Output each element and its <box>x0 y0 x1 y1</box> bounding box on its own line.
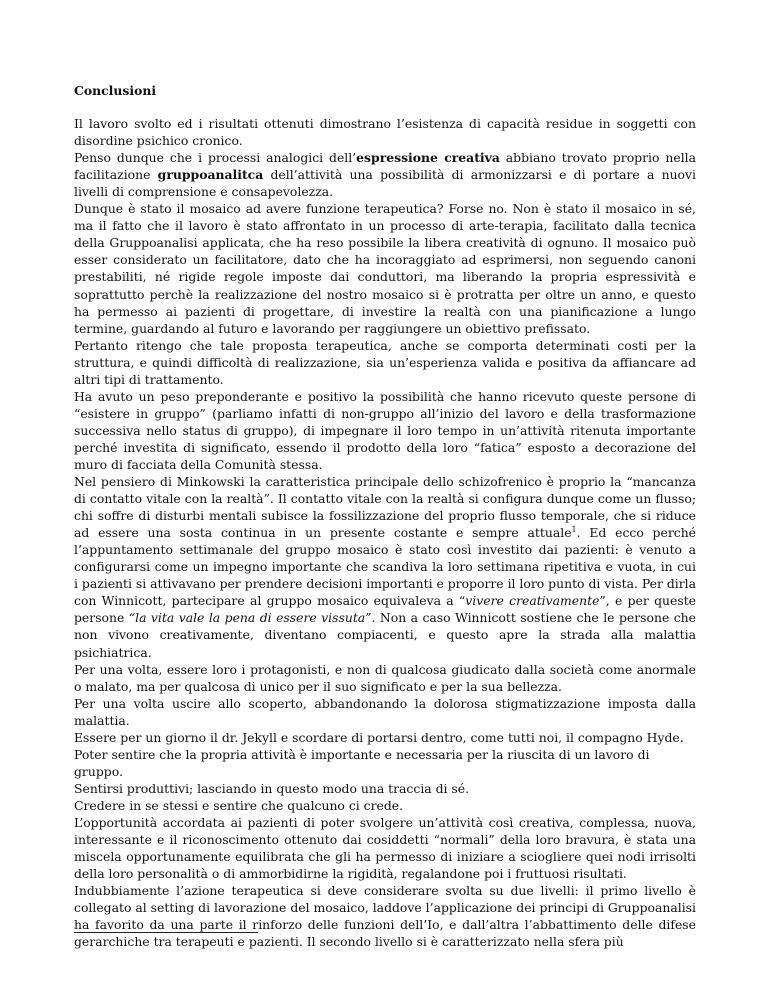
footnote-marker: 1 <box>571 525 577 535</box>
bold-term-gruppoanalitca: gruppoanalitca <box>157 167 264 183</box>
paragraph-2: Penso dunque che i processi analogici dell’espressione creativa abbiano trovato proprio nella facilitazione gruppoanalitca dell’attività una possibilità di armonizzarsi e di portare a nuovi livelli di comprensione e consapevolezza. <box>74 150 697 200</box>
italic-quote-vita: “la vita vale la pena di essere vissuta” <box>128 610 372 626</box>
paragraph-3: Dunque è stato il mosaico ad avere funzione terapeutica? Forse no. Non è stato il mosaico in sé, ma il fatto che il lavoro è stato affrontato in un processo di arte-terapia, facilitato dalla tecnica della Gruppoanalisi applicata, che ha reso possibile la libera creatività di ognuno. Il mosaico può esser considerato un facilitatore, dato che ha incoraggiato ad esprimersi, non seguendo canoni prestabiliti, né rigide regole imposte dai conduttori, ma liberando la propria espressività e soprattutto perchè la realizzazione del nostro mosaico si è protratta per oltre un anno, e questo ha permesso ai pazienti di progettare, di investire la realtà con una pianificazione a lungo termine, guardando al futuro e lavorando per raggiungere un obiettivo prefissato. <box>74 201 696 336</box>
bold-term-espressione-creativa: espressione creativa <box>356 150 500 166</box>
paragraph-5: Ha avuto un peso preponderante e positivo la possibilità che hanno ricevuto queste persone di “esistere in gruppo” (parliamo infatti di non-gruppo all’inizio del lavoro e della trasformazione successiva nello status di gruppo), di impegnare il loro tempo in un’attività ritenuta importante perché investita di significato, essendo il prodotto della loro “fatica” esposto a decorazione del muro di facciata della Comunità stessa. <box>74 388 696 472</box>
italic-quote-vivere: vivere creativamente <box>465 593 600 609</box>
paragraph-13: L’opportunità accordata ai pazienti di poter svolgere un’attività così creativa, complessa, nuova, interessante e il riconoscimento ottenuto dai cosiddetti “normali” della loro bravura, è stata una miscela opportunamente equilibrata che gli ha permesso di iniziare a sciogliere quei nodi irrisolti della loro personalità o di ammorbidirne la rigidità, regalandone poi i fruttuosi risultati. <box>74 814 696 882</box>
footnote-separator <box>74 932 258 933</box>
paragraph-6: Nel pensiero di Minkowski la caratteristica principale dello schizofrenico è proprio la “mancanza di contatto vitale con la realtà”. Il contatto vitale con la realtà si configura dunque come un flusso; chi soffre di disturbi mentali subisce la fossilizzazione del proprio flusso temporale, che si riduce ad essere una sosta continua in un presente costante e sempre attuale$^1$. Ed ecco perché l’appuntamento settimanale del gruppo mosaico è stato così investito dai pazienti: è venuto a configurarsi come un impegno importante che scandiva la loro settimana ripetitiva e vuota, in cui i pazienti si attivavano per prendere decisioni importanti e proporre il loro punto di vista. Per dirla con Winnicott, partecipare al gruppo mosaico equivaleva a “vivere creativamente”, e per queste persone “la vita vale la pena di essere vissuta”. Non a caso Winnicott sostiene che le persone che non vivono creativamente, diventano compiacenti, e questo apre la strada alla malattia psichiatrica. <box>74 474 697 660</box>
section-heading: Conclusioni <box>74 83 157 98</box>
paragraph-7: Per una volta, essere loro i protagonisti, e non di qualcosa giudicato dalla società come anormale o malato, ma per qualcosa di unico per il suo significato e per la sua bellezza. <box>74 661 696 694</box>
paragraph-8: Per una volta uscire allo scoperto, abbandonando la dolorosa stigmatizzazione imposta dalla malattia. <box>74 695 696 728</box>
document-page <box>74 82 696 950</box>
paragraph-14: Indubbiamente l’azione terapeutica si deve considerare svolta su due livelli: il primo livello è collegato al setting di lavorazione del mosaico, laddove l’applicazione dei principi di Gruppoanalisi ha favorito da una parte il rinforzo delle funzioni dell’Io, e dall’altra l’abbattimento delle difese gerarchiche tra terapeuti e pazienti. Il secondo livello si è caratterizzato nella sfera più <box>74 883 696 950</box>
paragraph-1: Il lavoro svolto ed i risultati ottenuti dimostrano l’esistenza di capacità residue in soggetti con disordine psichico cronico. <box>74 116 696 149</box>
paragraph-9: Essere per un giorno il dr. Jekyll e scordare di portarsi dentro, come tutti noi, il compagno Hyde. <box>74 729 684 745</box>
paragraph-11: Sentirsi produttivi; lasciando in questo modo una traccia di sé. <box>74 780 470 796</box>
paragraph-12: Credere in se stessi e sentire che qualcuno ci crede. <box>74 797 404 813</box>
paragraph-4: Pertanto ritengo che tale proposta terapeutica, anche se comporta determinati costi per la struttura, e quindi difficoltà di realizzazione, sia un’esperienza valida e positiva da affiancare ad altri tipi di trattamento. <box>74 337 696 387</box>
paragraph-10: Poter sentire che la propria attività è importante e necessaria per la riuscita di un lavoro di gruppo. <box>74 746 650 779</box>
